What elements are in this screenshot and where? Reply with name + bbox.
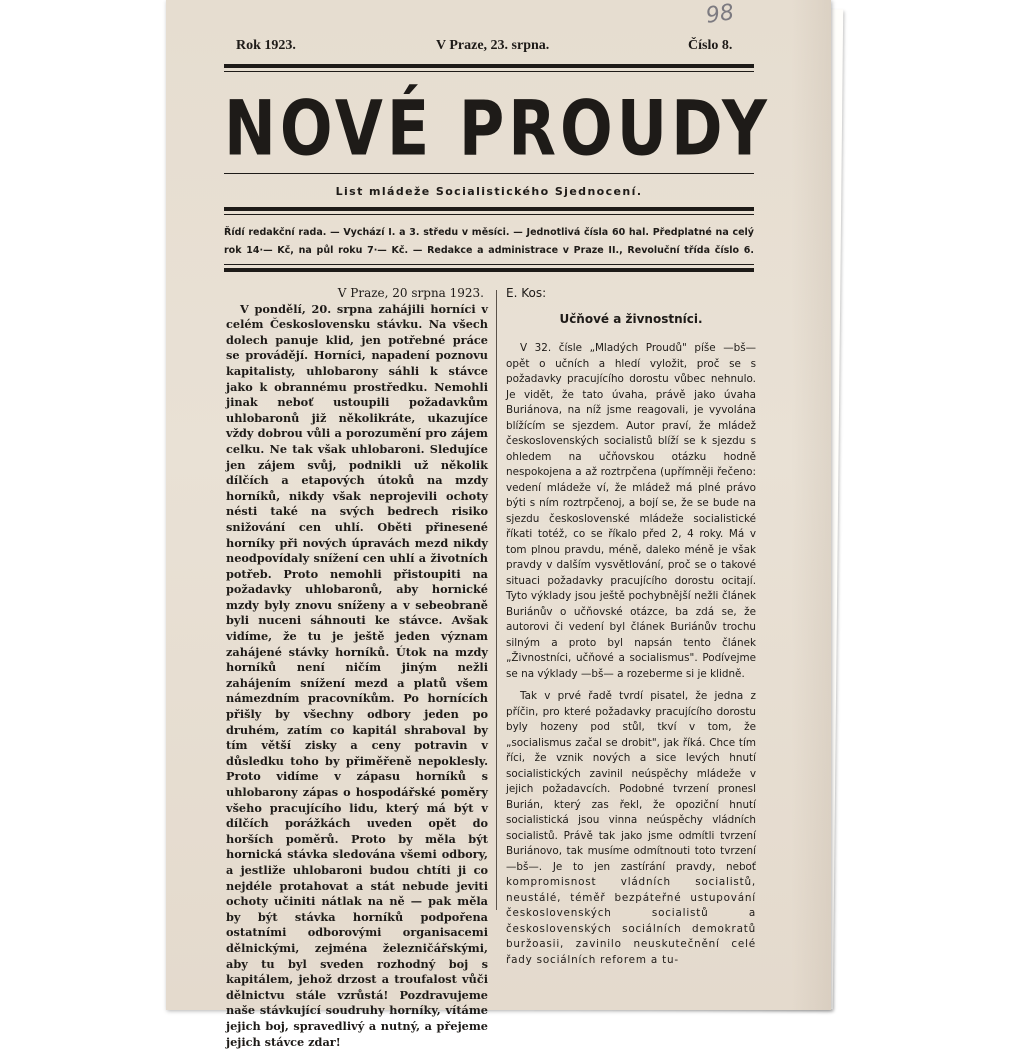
right-article-paragraph-2-spaced: kompromisnost vládních socialistů, neustálé, téměř bezpáteřné ustupování československých socialistů a československých sociálních demokratů buržoasii, zavinilo neuskutečnění celé řady sociálních reforem a tu-: [506, 876, 756, 966]
masthead-title: NOVÉ PROUDY: [224, 83, 771, 173]
masthead-rule: [224, 173, 754, 174]
info-rule-top: [224, 207, 754, 211]
right-article: [506, 286, 756, 975]
header-rule-top: [224, 64, 754, 68]
right-article-heading: Učňové a živnostníci.: [559, 311, 703, 326]
column-divider: [496, 290, 497, 910]
issue-number: Číslo 8.: [688, 38, 733, 53]
pencil-note: 98: [704, 0, 736, 29]
publication-info: [224, 224, 754, 260]
right-article-paragraph-2-text: Tak v prvé řadě tvrdí pisatel, že jedna z příčin, pro které požadavky pracujícího dorostu byly hozeny pod stůl, tkví v tom, že „socialismus začal se drobit", jak říká. Chce tím říci, že vznik nových a sice levých hnutí socialistických zavinil neúspěchy mládeže v jejich požadavcích. Podobné tvrzení pronesl Burián, který zas řekl, že opoziční hnutí socialistická jsou vinna neúspěchy vládních socialistů. Právě tak jako jsme odmítli tvrzení Buriánovo, tak musíme odmítnouti toto tvrzení —bš—. Je to jen zastírání pravdy, neboť: [506, 690, 756, 873]
publication-info-line-1: Řídí redakční rada. — Vychází I. a 3. středu v měsíci. — Jednotlivá čísla 60 hal. Předplatné na celý: [224, 227, 754, 238]
info-rule-bottom: [224, 268, 754, 272]
info-rule-top-thin: [224, 214, 754, 215]
info-rule-bottom-thin: [224, 264, 754, 265]
left-article-dateline: V Praze, 20 srpna 1923.: [337, 286, 484, 300]
publication-info-line-2: rok 14·— Kč, na půl roku 7·— Kč. — Redakce a administrace v Praze II., Revoluční třída číslo 6.: [224, 245, 754, 256]
right-article-paragraph-2: [506, 689, 756, 968]
issue-year: Rok 1923.: [236, 38, 296, 53]
issue-header: [166, 38, 831, 58]
left-article: [226, 286, 488, 1050]
header-rule-top-thin: [224, 71, 754, 72]
newspaper-page: [166, 0, 831, 1049]
masthead-subtitle: List mládeže Socialistického Sjednocení.: [335, 185, 643, 198]
issue-place-date: V Praze, 23. srpna.: [436, 38, 550, 53]
right-article-paragraph-1: V 32. čísle „Mladých Proudů" píše —bš— opět o učních a hledí vyložit, proč se s požadavky pracujícího dorostu vůbec nehnulo. Je vidět, že tato úvaha, právě jako úvaha Buriánova, na níž jsme reagovali, je vyvolána blížícím se sjezdem. Autor praví, že mládež československých socialistů blíží se k sjezdu s ohledem na učňovskou otázku hodně nespokojena a až roztrpčena (upřímněji řečeno: vedení mládeže ví, že mládež má plné právo býti s ním roztrpčenoj, a bojí se, že se bude na sjezdu československé mládeže socialistické říkati totéž, co se říkalo před 2, 4 roky. Má v tom plnou pravdu, méně, daleko méně je však pravdy v dalším vysvětlování, proč se o takové situaci požadavky pracujícího dorostu ocitají. Tyto výklady jsou ještě pochybnější nežli článek Buriánův o učňovské otázce, ba zdá se, že autorovi či vedení byl článek Buriánův trochu silným a proto byl napsán tento článek „Živnostníci, učňové a socialismus". Podívejme se na výklady —bš— a rozeberme si je klidně.: [506, 342, 756, 680]
right-article-byline: E. Kos:: [506, 286, 547, 300]
left-article-body: V pondělí, 20. srpna zahájili horníci v celém Československu stávku. Na všech dolech panuje klid, jen potřebné práce se provádějí. Horníci, napadení poznovu kapitalisty, uhlobarony sáhli k stávce jako k obrannému prostředku. Nemohli jinak neboť ustoupili požadavkům uhlobaronů již několikráte, ukazujíce vždy dobrou vůli a porozumění pro zájem celku. Ne tak však uhlobaroni. Sledujíce jen zájem svůj, podnikli už několik dílčích a etapových útoků na mzdy horníků, nikdy však neprojevili ochoty nésti také na svých bedrech risiko snižování cen uhlí. Oběti přinesené horníky při nových úpravách mezd nikdy neodpovídaly snížení cen uhlí a životních potřeb. Proto nemohli přistoupiti na požadavky uhlobaronů, aby hornické mzdy byly znovu sníženy a v sebeobraně byli nuceni sáhnouti ke stávce. Avšak vidíme, že tu je ještě jeden význam zahájené stávky horníků. Útok na mzdy horníků není ničím jiným nežli zahájením snížení mezd a platů všem námezdním pracovníkům. Po hornících přišly by všechny odbory jeden po druhém, zatím co kapitál shraboval by tím větší zisky a ceny potravin v důsledku toho by přiměřeně nepoklesly. Proto vidíme v zápasu horníků s uhlobarony zápas o hospodářské poměry všeho pracujícího lidu, který má být v dílčích porážkách uveden opět do horších poměrů. Proto by měla být hornická stávka sledována všemi odbory, a jestliže uhlobaroni budou chtíti ji co nejdéle protahovat a stát nebude jeviti ochoty učiniti nátlak na ně — pak měla by být stávka horníků podpořena ostatními odborovými organisacemi dělnickými, zejména železničářskými, aby tu byl sveden rozhodný boj s kapitálem, jehož drzost a troufalost vůči dělnictvu stále vzrůstá! Pozdravujeme naše stávkující soudruhy horníky, vítáme jejich boj, spravedlivý a nutný, a přejeme jejich stávce zdar!: [226, 301, 488, 1049]
